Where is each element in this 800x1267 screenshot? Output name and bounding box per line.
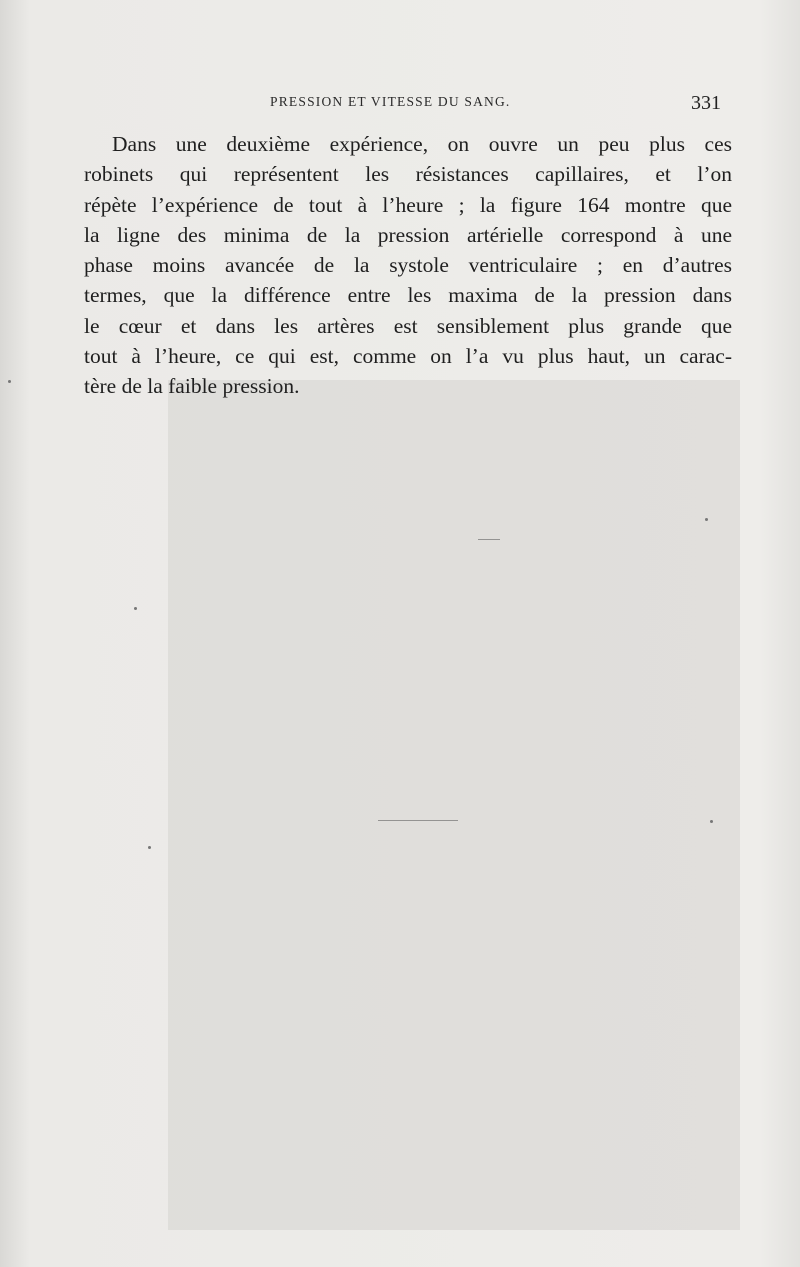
ink-speck — [705, 518, 708, 521]
text-line: Dans une deuxième expérience, on ouvre un peu plus ces — [112, 132, 732, 156]
text-line: la ligne des minima de la pression artérielle correspond à une — [84, 222, 732, 247]
text-line: robinets qui représentent les résistances capillaires, et l’on — [84, 162, 732, 187]
text-line: répète l’expérience de tout à l’heure ; la figure 164 montre que — [84, 192, 732, 217]
text-line: tout à l’heure, ce qui est, comme on l’a vu plus haut, un carac- — [84, 344, 732, 369]
ink-speck — [710, 820, 713, 823]
show-through-rule — [478, 539, 500, 540]
running-header — [0, 92, 800, 116]
text-line: le cœur et dans les artères est sensiblement plus grande que — [84, 313, 732, 338]
ink-speck — [8, 380, 11, 383]
text-line: phase moins avancée de la systole ventriculaire ; en d’autres — [84, 253, 732, 278]
show-through-area — [168, 380, 740, 1230]
running-title: PRESSION ET VITESSE DU SANG. — [270, 94, 511, 109]
text-line: termes, que la différence entre les maxima de la pression dans — [84, 283, 732, 308]
paragraph — [84, 129, 732, 402]
ink-speck — [134, 607, 137, 610]
text-line-last: tère de la faible pression. — [84, 374, 300, 399]
show-through-rule — [378, 820, 458, 821]
page-number: 331 — [691, 92, 721, 114]
ink-speck — [148, 846, 151, 849]
